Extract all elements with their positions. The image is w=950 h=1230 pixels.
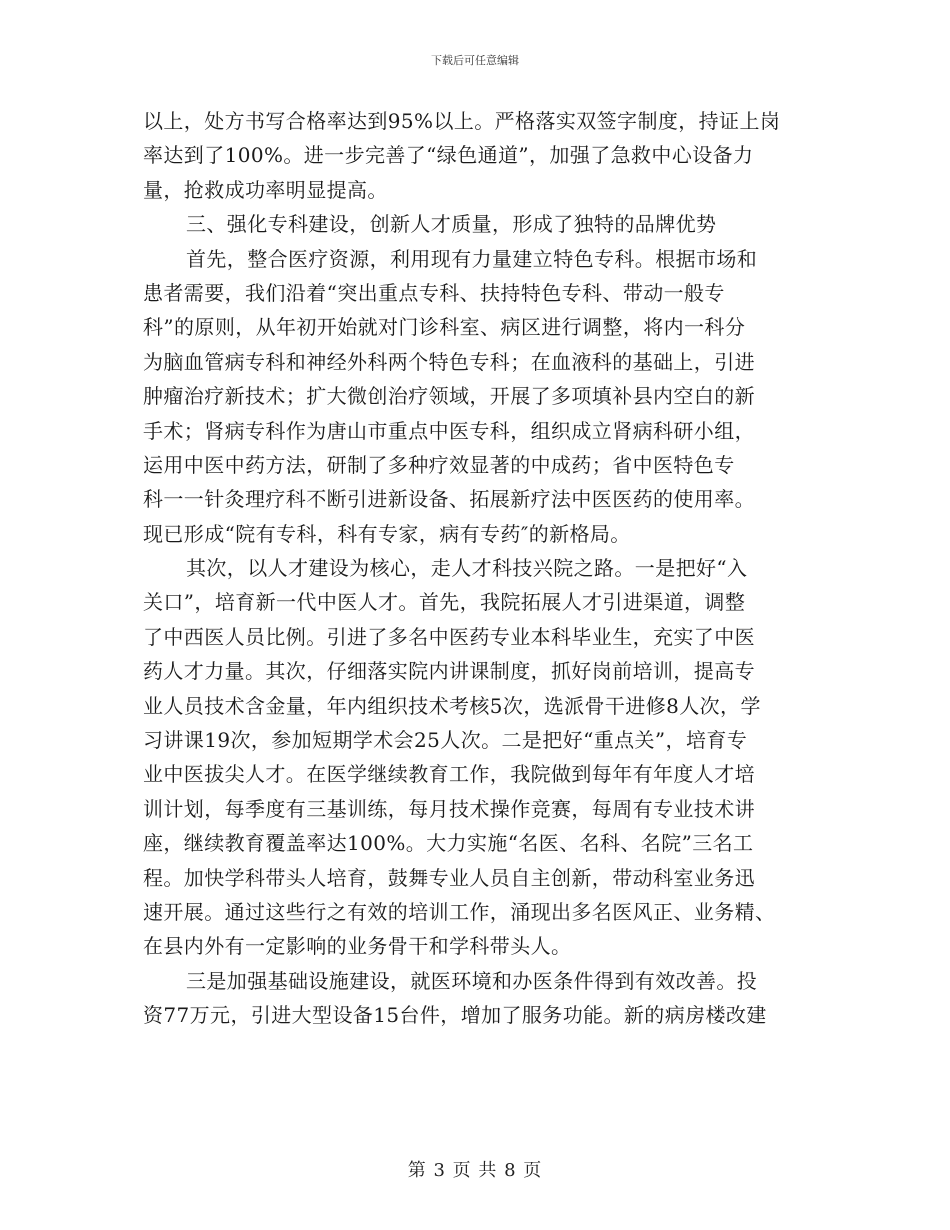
body-line: 现已形成“院有专科，科有专家，病有专药″的新格局。 <box>143 521 631 546</box>
body-line: 了中西医人员比例。引进了多名中医药专业本科毕业生，充实了中医 <box>143 624 755 649</box>
body-line: 业中医拔尖人才。在医学继续教育工作，我院做到每年有年度人才培 <box>143 762 755 787</box>
body-line: 训计划，每季度有三基训练，每月技术操作竞赛，每周有专业技术讲 <box>143 796 755 821</box>
paragraph-start: 其次，以人才建设为核心，走人才科技兴院之路。一是把好“入 <box>186 556 748 581</box>
body-line: 率达到了100%。进一步完善了“绿色通道”，加强了急救中心设备力 <box>143 143 754 168</box>
body-line: 科”的原则，从年初开始就对门诊科室、病区进行调整，将内一科分 <box>143 315 746 340</box>
body-line: 为脑血管病专科和神经外科两个特色专科；在血液科的基础上，引进 <box>143 349 755 374</box>
body-line: 速开展。通过这些行之有效的培训工作，涌现出多名医风正、业务精、 <box>143 899 776 924</box>
section-heading: 三、强化专科建设，创新人才质量，形成了独特的品牌优势 <box>186 212 717 237</box>
body-line: 患者需要，我们沿着“突出重点专科、扶持特色专科、带动一般专 <box>143 280 725 305</box>
body-line: 运用中医中药方法，研制了多种疗效显著的中成药；省中医特色专 <box>143 452 735 477</box>
paragraph-start: 三是加强基础设施建设，就医环境和办医条件得到有效改善。投 <box>186 968 758 993</box>
body-line: 药人才力量。其次，仔细落实院内讲课制度，抓好岗前培训，提高专 <box>143 659 755 684</box>
body-line: 手术；肾病专科作为唐山市重点中医专科，组织成立肾病科研小组， <box>143 418 755 443</box>
body-line: 量，抢救成功率明显提高。 <box>143 177 388 202</box>
body-line: 习讲课19次，参加短期学术会25人次。二是把好“重点关”，培育专 <box>143 728 748 753</box>
body-line: 以上，处方书写合格率达到95%以上。严格落实双签字制度，持证上岗 <box>143 109 781 133</box>
document-body <box>143 104 807 1033</box>
page-number-footer: 第 3 页 共 8 页 <box>407 1160 543 1181</box>
page-header: 下载后可任意编辑 <box>431 54 519 67</box>
body-line: 科一一针灸理疗科不断引进新设备、拓展新疗法中医医药的使用率。 <box>143 487 755 512</box>
body-line: 在县内外有一定影响的业务骨干和学科带头人。 <box>143 934 572 959</box>
body-line: 资77万元，引进大型设备15台件，增加了服务功能。新的病房楼改建 <box>143 1003 767 1028</box>
body-line: 座，继续教育覆盖率达100%。大力实施“名医、名科、名院”三名工 <box>143 831 754 856</box>
body-line: 肿瘤治疗新技术；扩大微创治疗领域，开展了多项填补县内空白的新 <box>143 384 755 409</box>
body-line: 关口”，培育新一代中医人才。首先，我院拓展人才引进渠道，调整 <box>143 590 746 615</box>
paragraph-start: 首先，整合医疗资源，利用现有力量建立特色专科。根据市场和 <box>186 246 758 271</box>
body-line: 程。加快学科带头人培育，鼓舞专业人员自主创新，带动科室业务迅 <box>143 865 755 890</box>
body-line: 业人员技术含金量，年内组织技术考核5次，选派骨干进修8人次，学 <box>143 693 761 718</box>
